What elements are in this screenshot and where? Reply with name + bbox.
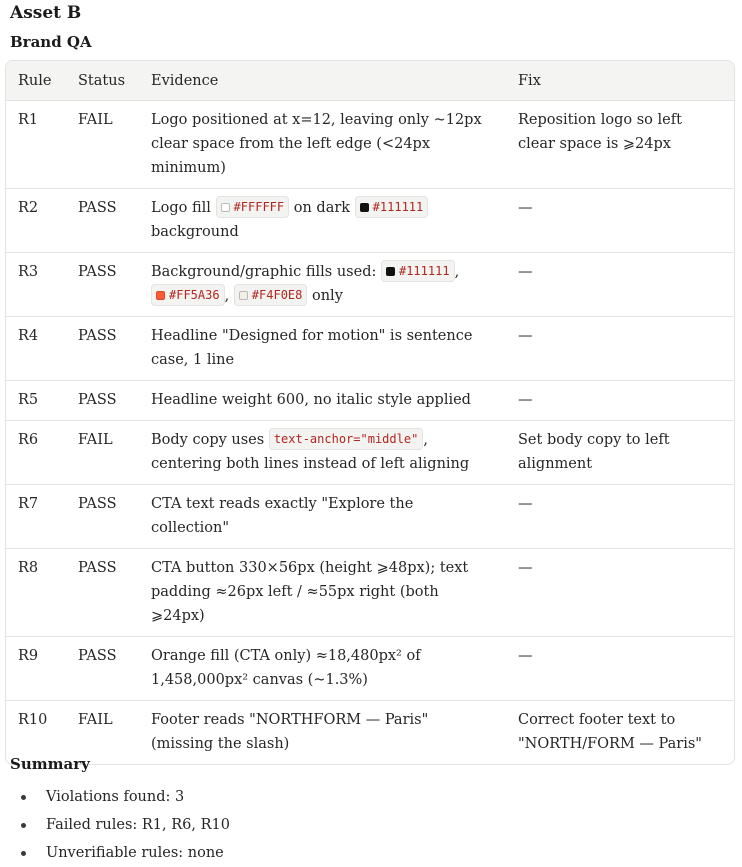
rule-id: R7 bbox=[6, 485, 66, 549]
asset-title: Asset B bbox=[10, 3, 82, 23]
rule-evidence bbox=[139, 421, 506, 485]
table-row bbox=[6, 701, 734, 765]
bullet-icon bbox=[21, 795, 26, 800]
table-row bbox=[6, 381, 734, 421]
rule-id: R5 bbox=[6, 381, 66, 421]
rule-id: R9 bbox=[6, 637, 66, 701]
bullet-icon bbox=[21, 823, 26, 828]
rule-fix: — bbox=[506, 189, 734, 253]
evidence-text: on dark bbox=[289, 200, 355, 216]
rule-id: R4 bbox=[6, 317, 66, 381]
rule-fix: — bbox=[506, 317, 734, 381]
rule-status: FAIL bbox=[66, 101, 139, 189]
hex-code bbox=[381, 260, 455, 282]
rule-status: PASS bbox=[66, 485, 139, 549]
rule-fix: — bbox=[506, 637, 734, 701]
color-swatch-dark bbox=[360, 203, 369, 212]
summary-item-text: Violations found: 3 bbox=[46, 789, 185, 805]
evidence-text: , centering both lines instead of left aligning bbox=[151, 432, 470, 472]
rule-status: PASS bbox=[66, 189, 139, 253]
rule-status: PASS bbox=[66, 549, 139, 637]
hex-code bbox=[151, 284, 225, 306]
rule-fix: — bbox=[506, 381, 734, 421]
evidence-text: Logo fill bbox=[151, 200, 216, 216]
evidence-text: background bbox=[151, 224, 239, 240]
rule-id: R1 bbox=[6, 101, 66, 189]
header-rule: Rule bbox=[6, 61, 66, 101]
rule-status: FAIL bbox=[66, 421, 139, 485]
rule-id: R3 bbox=[6, 253, 66, 317]
rule-status: FAIL bbox=[78, 712, 113, 728]
color-swatch-cream bbox=[239, 291, 248, 300]
rule-id: R2 bbox=[6, 189, 66, 253]
rule-evidence: Logo positioned at x=12, leaving only ~12px clear space from the left edge (<24px minimum) bbox=[139, 101, 506, 189]
hex-code bbox=[234, 284, 308, 306]
rule-fix: Set body copy to left alignment bbox=[506, 421, 734, 485]
table-row bbox=[6, 189, 734, 253]
color-swatch-dark bbox=[386, 267, 395, 276]
rule-fix: Reposition logo so left clear space is ⩾24px bbox=[506, 101, 734, 189]
evidence-text: , bbox=[224, 288, 234, 304]
rule-status: PASS bbox=[66, 637, 139, 701]
rule-evidence: Footer reads "NORTHFORM — Paris" (missing the slash) bbox=[151, 712, 429, 752]
summary-title: Summary bbox=[10, 755, 90, 773]
code-snippet: text-anchor="middle" bbox=[269, 428, 424, 450]
header-evidence: Evidence bbox=[139, 61, 506, 101]
rule-evidence: CTA button 330×56px (height ⩾48px); text padding ≈26px left / ≈55px right (both ⩾24px) bbox=[139, 549, 506, 637]
header-fix: Fix bbox=[506, 61, 734, 101]
table-row bbox=[6, 549, 734, 637]
rule-id: R6 bbox=[6, 421, 66, 485]
rule-fix: — bbox=[506, 485, 734, 549]
table-row bbox=[6, 253, 734, 317]
rule-status: PASS bbox=[66, 381, 139, 421]
list-item bbox=[0, 783, 230, 811]
rule-id: R8 bbox=[6, 549, 66, 637]
evidence-text: Background/graphic fills used: bbox=[151, 264, 381, 280]
table-header-row bbox=[6, 61, 734, 101]
evidence-text: only bbox=[307, 288, 343, 304]
evidence-text: , bbox=[454, 264, 460, 280]
summary-list bbox=[0, 783, 230, 867]
hex-code-text: #FF5A36 bbox=[169, 288, 220, 302]
color-swatch-orange bbox=[156, 291, 165, 300]
rule-evidence bbox=[139, 253, 506, 317]
rule-evidence: Orange fill (CTA only) ≈18,480px² of 1,458,000px² canvas (~1.3%) bbox=[139, 637, 506, 701]
table-row bbox=[6, 421, 734, 485]
summary-item-text: Failed rules: R1, R6, R10 bbox=[46, 817, 230, 833]
color-swatch-white bbox=[221, 203, 230, 212]
list-item bbox=[0, 839, 230, 867]
rule-status: PASS bbox=[66, 317, 139, 381]
hex-code bbox=[355, 196, 429, 218]
table-row bbox=[6, 101, 734, 189]
rule-fix: — bbox=[506, 253, 734, 317]
hex-code-text: #F4F0E8 bbox=[251, 288, 303, 302]
hex-code-text: #111111 bbox=[372, 200, 424, 214]
bullet-icon bbox=[21, 851, 26, 856]
rule-status: PASS bbox=[66, 253, 139, 317]
section-title: Brand QA bbox=[10, 33, 92, 51]
evidence-text: Body copy uses bbox=[151, 432, 269, 448]
table-row bbox=[6, 637, 734, 701]
list-item bbox=[0, 811, 230, 839]
hex-code bbox=[216, 196, 290, 218]
rule-evidence: Headline "Designed for motion" is sentence case, 1 line bbox=[139, 317, 506, 381]
header-status: Status bbox=[66, 61, 139, 101]
rule-evidence: CTA text reads exactly "Explore the collection" bbox=[139, 485, 506, 549]
rule-evidence bbox=[139, 189, 506, 253]
hex-code-text: #FFFFFF bbox=[233, 200, 285, 214]
hex-code-text: #111111 bbox=[398, 264, 450, 278]
rule-fix: Correct footer text to "NORTH/FORM — Paris" bbox=[518, 712, 702, 752]
summary-item-text: Unverifiable rules: none bbox=[46, 845, 224, 861]
rule-evidence: Headline weight 600, no italic style applied bbox=[139, 381, 506, 421]
table-row bbox=[6, 317, 734, 381]
table-row bbox=[6, 485, 734, 549]
rule-fix: — bbox=[506, 549, 734, 637]
brand-qa-table bbox=[5, 60, 735, 765]
rule-id: R10 bbox=[18, 712, 48, 728]
